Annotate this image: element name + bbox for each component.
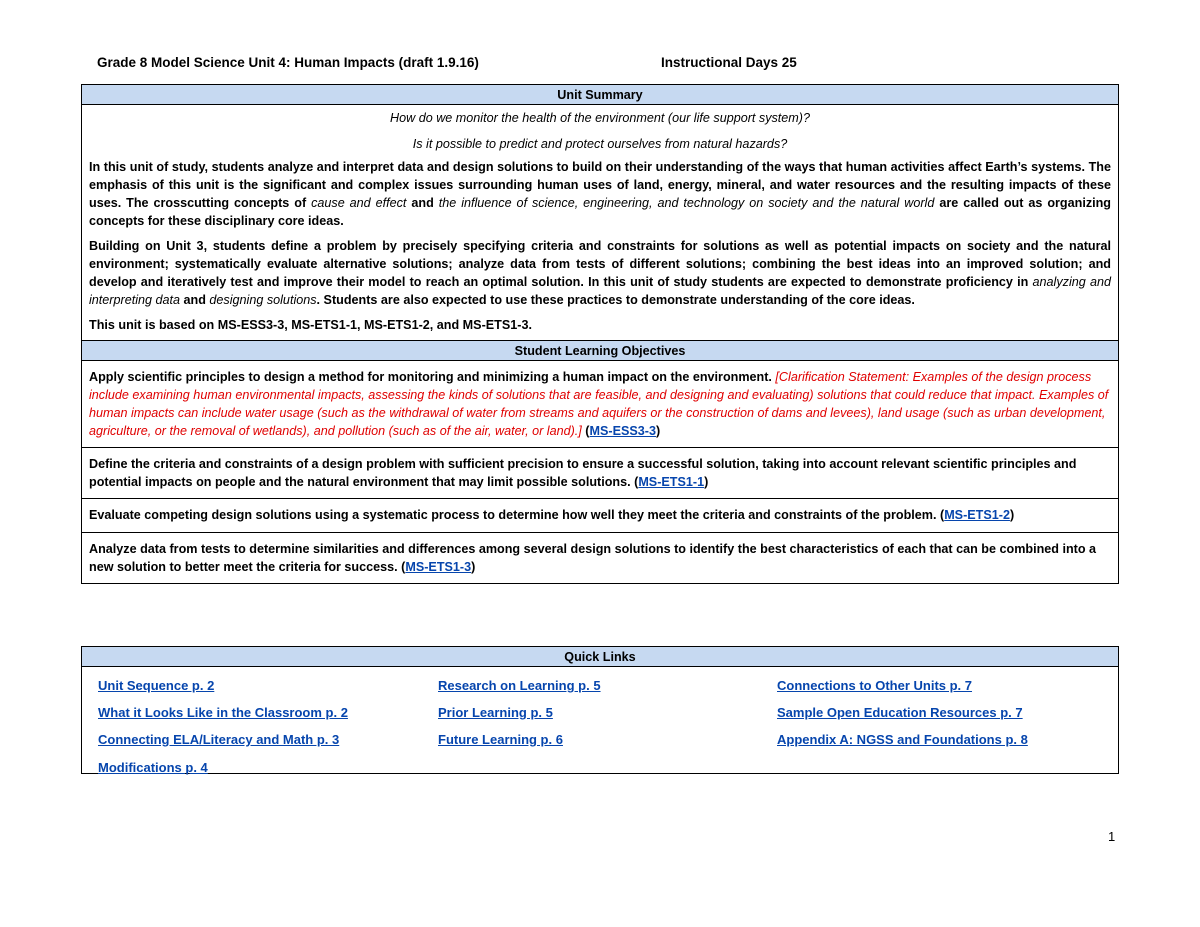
- quick-link-unit-sequence[interactable]: Unit Sequence p. 2: [98, 678, 215, 693]
- objectives-heading: Student Learning Objectives: [82, 341, 1119, 361]
- quick-link-connections[interactable]: Connections to Other Units p. 7: [777, 678, 973, 693]
- quick-link-appendix-a[interactable]: Appendix A: NGSS and Foundations p. 8: [777, 732, 1028, 747]
- guiding-question-2: Is it possible to predict and protect ourselves from natural hazards?: [412, 137, 788, 151]
- clarification-statement: [Clarification Statement: Examples of the design process include examining human environmental impacts, assessing the kinds of solutions that are feasible, and designing and evaluating) solutions that could reduce that impact. Examples of human impacts can include water usage (such as the withdrawal of water from streams and aquifers or the construction of dams and levees), land usage (such as urban development, agriculture, or the removal of wetlands), and pollution (such as of the air, water, or land).]: [89, 370, 1109, 438]
- quick-link-prior-learning[interactable]: Prior Learning p. 5: [438, 705, 553, 720]
- objective-3: Evaluate competing design solutions using a systematic process to determine how well they meet the criteria and constraints of the problem. (MS-ETS1-2): [82, 499, 1119, 533]
- objective-4: Analyze data from tests to determine similarities and differences among several design solutions to identify the best characteristics of each that can be combined into a new solution to better meet the criteria for success. (MS-ETS1-3): [82, 533, 1119, 584]
- standard-link-ms-ets1-2[interactable]: MS-ETS1-2: [944, 508, 1010, 522]
- page-number: 1: [1108, 829, 1116, 844]
- quick-link-future-learning[interactable]: Future Learning p. 6: [438, 732, 563, 747]
- standard-link-ms-ess3-3[interactable]: MS-ESS3-3: [589, 424, 657, 438]
- instructional-days: Instructional Days 25: [661, 55, 797, 70]
- quick-links-body: [82, 667, 1119, 774]
- unit-summary-body: [82, 105, 1119, 341]
- quick-link-research[interactable]: Research on Learning p. 5: [438, 678, 601, 693]
- standard-link-ms-ets1-1[interactable]: MS-ETS1-1: [638, 475, 705, 489]
- objective-1: Apply scientific principles to design a method for monitoring and minimizing a human impact on the environment. [Clarification Statement: Examples of the design process include examining human environmental impacts, assessing the kinds of solutions that are feasible, and designing and evaluating) solutions that could reduce that impact. Examples of human impacts can include water usage (such as the withdrawal of water from streams and aquifers or the construction of dams and levees), land usage (such as urban development, agriculture, or the removal of wetlands), and pollution (such as of the air, water, or land).] (MS-ESS3-3): [82, 361, 1119, 448]
- unit-summary-heading: Unit Summary: [82, 85, 1119, 105]
- standard-link-ms-ets1-3[interactable]: MS-ETS1-3: [405, 560, 472, 574]
- objective-2: Define the criteria and constraints of a design problem with sufficient precision to ensure a successful solution, taking into account relevant scientific principles and potential impacts on people and the natural environment that may limit possible solutions. (MS-ETS1-1): [82, 448, 1119, 499]
- unit-title: Grade 8 Model Science Unit 4: Human Impacts (draft 1.9.16): [97, 55, 479, 70]
- quick-link-open-resources[interactable]: Sample Open Education Resources p. 7: [777, 705, 1023, 720]
- guiding-question-1: How do we monitor the health of the environment (our life support system)?: [390, 111, 810, 125]
- summary-paragraph-1: In this unit of study, students analyze and interpret data and design solutions to build on their understanding of the ways that human activities affect Earth’s systems. The emphasis of this unit is the significant and complex issues surrounding human uses of land, energy, mineral, and water resources and the resulting impacts of these uses. The crosscutting concepts of cause and effect and the influence of science, engineering, and technology on society and the natural world are called out as organizing concepts for these disciplinary core ideas.: [89, 160, 1112, 228]
- quick-links-grid: [82, 667, 1118, 773]
- quick-link-modifications[interactable]: Modifications p. 4: [98, 760, 208, 775]
- quick-link-classroom[interactable]: What it Looks Like in the Classroom p. 2: [98, 705, 348, 720]
- summary-paragraph-2: Building on Unit 3, students define a problem by precisely specifying criteria and constraints for solutions as well as potential impacts on society and the natural environment; systematically evaluate alternative solutions; analyze data from tests of different solutions; combining the best ideas into an improved solution; and develop and iteratively test and improve their model to reach an optimal solution. In this unit of study students are expected to demonstrate proficiency in analyzing and interpreting data and designing solutions. Students are also expected to use these practices to demonstrate understanding of the core ideas.: [89, 239, 1111, 307]
- summary-paragraph-3: This unit is based on MS-ESS3-3, MS-ETS1-1, MS-ETS1-2, and MS-ETS1-3.: [89, 318, 532, 332]
- quick-links-heading: Quick Links: [82, 647, 1119, 667]
- quick-links-table: [81, 646, 1119, 774]
- unit-summary-table: [81, 84, 1119, 584]
- quick-link-ela-math[interactable]: Connecting ELA/Literacy and Math p. 3: [98, 732, 340, 747]
